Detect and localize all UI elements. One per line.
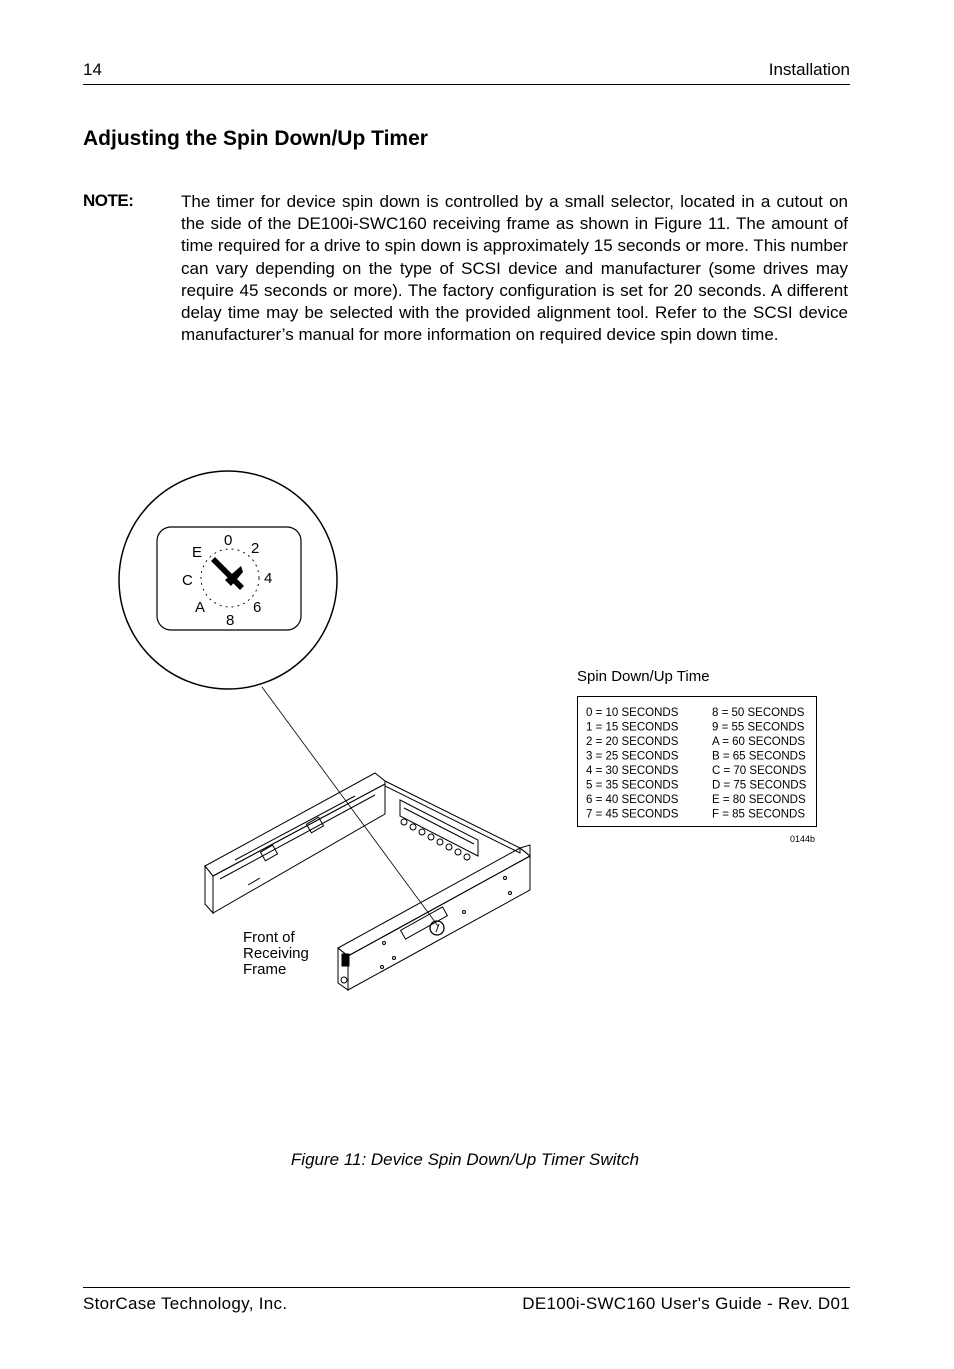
section-title: Installation — [768, 60, 850, 79]
front-label-line-1: Front of — [243, 929, 295, 946]
setting-left-7: 7 = 45 SECONDS — [586, 808, 679, 821]
front-label-line-2: Receiving — [243, 945, 309, 962]
setting-right-4: C = 70 SECONDS — [712, 765, 807, 777]
setting-left-4: 4 = 30 SECONDS — [586, 765, 679, 777]
note-text: The timer for device spin down is controlled by a small selector, located in a cutout on the side of the DE100i-SWC160 receiving frame as shown in Figure 11. The amount of time required for a drive to spin down is approximately 15 seconds or more. This number can vary depending on the type of SCSI device and manufacturer (some drives may require 45 seconds or more). The factory configuration is set for 20 seconds. A different delay time may be selected with the provided alignment tool. Refer to the SCSI device manufacturer’s manual for more information on required device spin down time. — [181, 192, 848, 345]
footer-document: DE100i-SWC160 User's Guide - Rev. D01 — [522, 1294, 850, 1313]
footer-company: StorCase Technology, Inc. — [83, 1294, 288, 1313]
setting-right-0: 8 = 50 SECONDS — [712, 707, 805, 719]
front-label-line-3: Frame — [243, 961, 287, 978]
setting-left-0: 0 = 10 SECONDS — [586, 707, 679, 719]
dial-label-a: A — [195, 599, 206, 616]
setting-right-5: D = 75 SECONDS — [712, 779, 807, 792]
setting-right-3: B = 65 SECONDS — [712, 750, 806, 763]
page-heading: Adjusting the Spin Down/Up Timer — [83, 127, 428, 150]
setting-right-1: 9 = 55 SECONDS — [712, 721, 805, 734]
dial-label-2: 2 — [251, 540, 260, 557]
page-number: 14 — [83, 60, 102, 79]
setting-left-5: 5 = 35 SECONDS — [586, 779, 679, 792]
setting-left-6: 6 = 40 SECONDS — [586, 794, 679, 806]
setting-right-2: A = 60 SECONDS — [712, 736, 805, 748]
table-title: Spin Down/Up Time — [577, 668, 710, 685]
setting-left-3: 3 = 25 SECONDS — [586, 750, 679, 763]
dial-label-6: 6 — [253, 599, 262, 616]
footer-rule — [83, 1287, 850, 1288]
dial-label-4: 4 — [264, 570, 273, 587]
note-label: NOTE: — [83, 191, 134, 210]
setting-left-2: 2 = 20 SECONDS — [586, 736, 679, 748]
dial-label-0: 0 — [224, 532, 233, 549]
figure-code: 0144b — [790, 834, 816, 844]
setting-right-7: F = 85 SECONDS — [712, 808, 805, 821]
setting-left-1: 1 = 15 SECONDS — [586, 721, 679, 734]
dial-label-8: 8 — [226, 612, 235, 629]
dial-label-e: E — [192, 544, 203, 561]
dial-label-c: C — [182, 572, 193, 589]
setting-right-6: E = 80 SECONDS — [712, 794, 806, 806]
figure-caption: Figure 11: Device Spin Down/Up Timer Switch — [290, 1150, 640, 1169]
